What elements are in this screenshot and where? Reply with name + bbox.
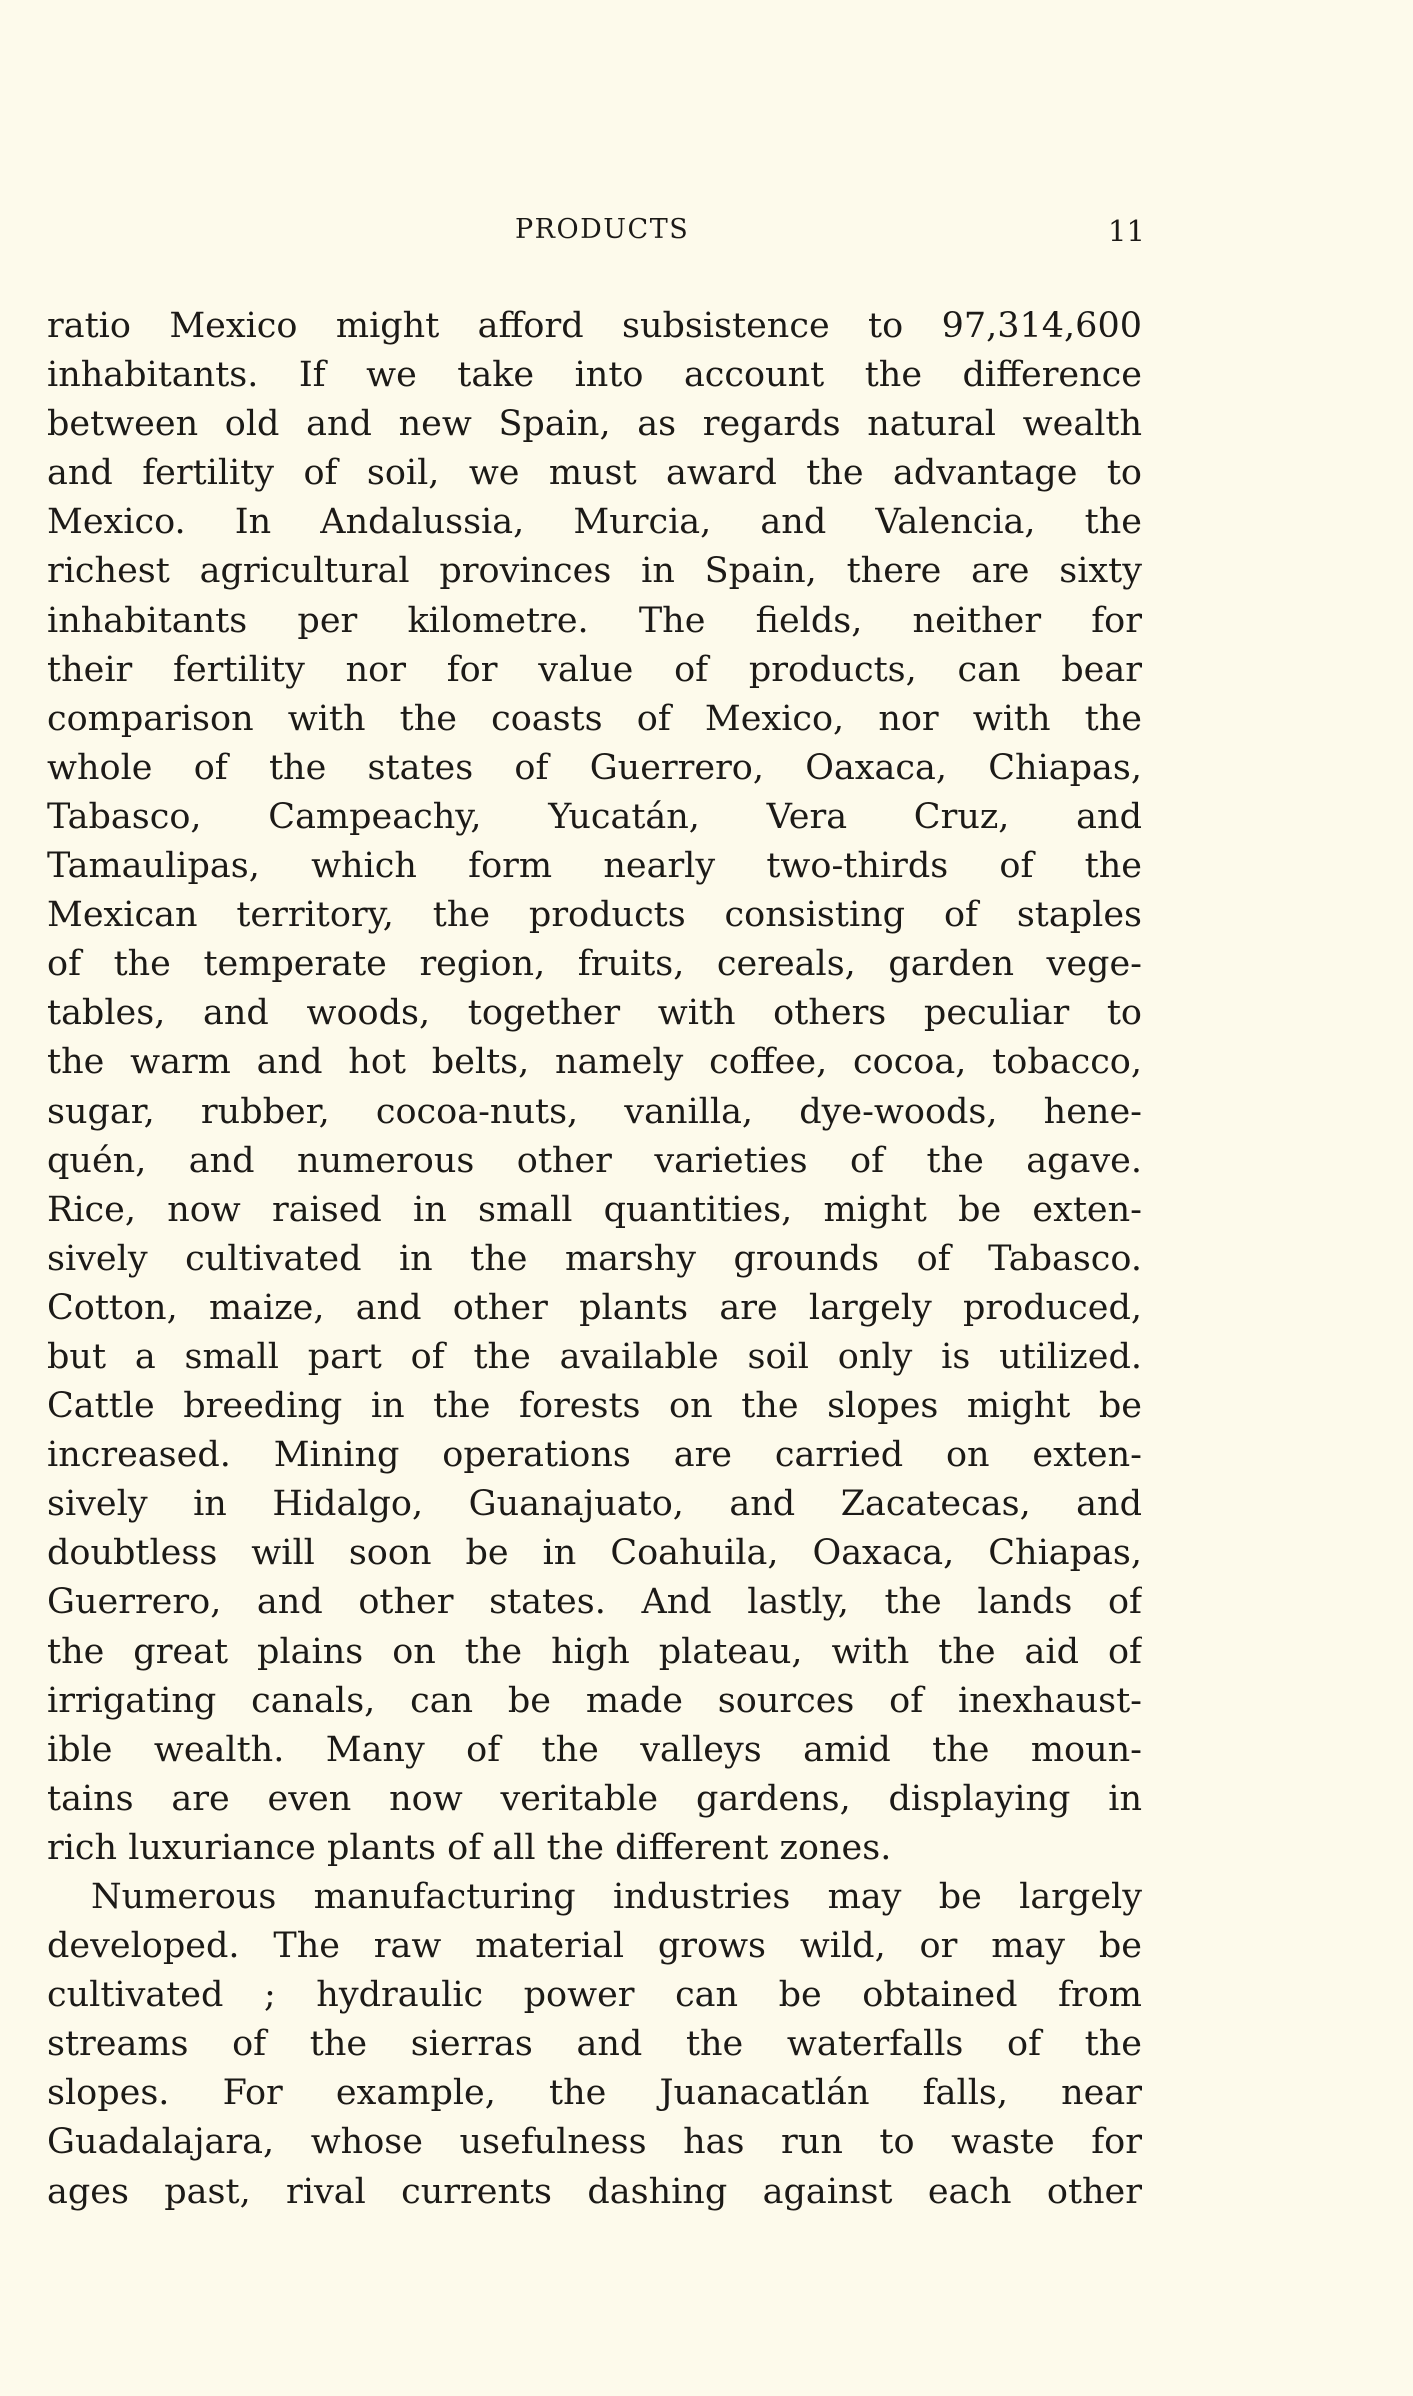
text-line: Guerrero, and other states. And lastly, the lands of xyxy=(47,1582,1142,1623)
text-line: ible wealth. Many of the valleys amid the moun- xyxy=(47,1729,1142,1770)
text-line: Cotton, maize, and other plants are largely produced, xyxy=(47,1287,1142,1328)
text-line: sively cultivated in the marshy grounds of Tabasco. xyxy=(47,1238,1142,1279)
text-line: their fertility nor for value of products, can bear xyxy=(47,649,1142,690)
text-line: Tamaulipas, which form nearly two-thirds of the xyxy=(47,846,1142,887)
text-line: whole of the states of Guerrero, Oaxaca, Chiapas, xyxy=(47,747,1142,788)
text-line: inhabitants. If we take into account the difference xyxy=(47,355,1142,396)
text-line: Tabasco, Campeachy, Yucatán, Vera Cruz, and xyxy=(47,796,1142,837)
text-line: tains are even now veritable gardens, displaying in xyxy=(47,1778,1142,1819)
text-line: ages past, rival currents dashing against each other xyxy=(47,2171,1142,2212)
paragraph xyxy=(47,302,1142,1873)
text-line: Mexico. In Andalussia, Murcia, and Valencia, the xyxy=(47,502,1142,543)
running-head-title: PRODUCTS xyxy=(515,214,690,245)
text-line: sively in Hidalgo, Guanajuato, and Zacatecas, and xyxy=(47,1484,1142,1525)
text-line: streams of the sierras and the waterfalls of the xyxy=(47,2024,1142,2065)
text-line: slopes. For example, the Juanacatlán falls, near xyxy=(47,2073,1142,2114)
body-text xyxy=(47,302,1142,2217)
text-line: the great plains on the high plateau, with the aid of xyxy=(47,1631,1142,1672)
text-line: rich luxuriance plants of all the different zones. xyxy=(47,1827,892,1868)
text-line: doubtless will soon be in Coahuila, Oaxaca, Chiapas, xyxy=(47,1533,1142,1574)
text-line: Mexican territory, the products consisting of staples xyxy=(47,895,1142,936)
paragraph xyxy=(47,1873,1142,2217)
text-line: irrigating canals, can be made sources of inexhaust- xyxy=(47,1680,1142,1721)
text-line: sugar, rubber, cocoa-nuts, vanilla, dye-woods, hene- xyxy=(47,1091,1142,1132)
text-line: Guadalajara, whose usefulness has run to waste for xyxy=(47,2122,1142,2163)
text-line: Cattle breeding in the forests on the slopes might be xyxy=(47,1386,1142,1427)
text-line: tables, and woods, together with others peculiar to xyxy=(47,993,1142,1034)
text-line: increased. Mining operations are carried on exten- xyxy=(47,1435,1142,1476)
text-line: and fertility of soil, we must award the advantage to xyxy=(47,453,1142,494)
text-line: developed. The raw material grows wild, or may be xyxy=(47,1926,1142,1967)
text-line: Rice, now raised in small quantities, might be exten- xyxy=(47,1189,1142,1230)
page-number: 11 xyxy=(1108,214,1145,248)
text-line: the warm and hot belts, namely coffee, cocoa, tobacco, xyxy=(47,1042,1142,1083)
text-line: of the temperate region, fruits, cereals, garden vege- xyxy=(47,944,1142,985)
text-line: cultivated ; hydraulic power can be obtained from xyxy=(47,1975,1142,2016)
text-line: between old and new Spain, as regards natural wealth xyxy=(47,404,1142,445)
text-line: richest agricultural provinces in Spain, there are sixty xyxy=(47,551,1142,592)
text-line: ratio Mexico might afford subsistence to 97,314,600 xyxy=(47,306,1142,346)
text-line: inhabitants per kilometre. The fields, neither for xyxy=(47,600,1142,641)
text-line: comparison with the coasts of Mexico, nor with the xyxy=(47,698,1142,739)
text-line: quén, and numerous other varieties of the agave. xyxy=(47,1140,1142,1181)
text-line: Numerous manufacturing industries may be largely xyxy=(91,1877,1142,1917)
text-line: but a small part of the available soil only is utilized. xyxy=(47,1336,1142,1377)
